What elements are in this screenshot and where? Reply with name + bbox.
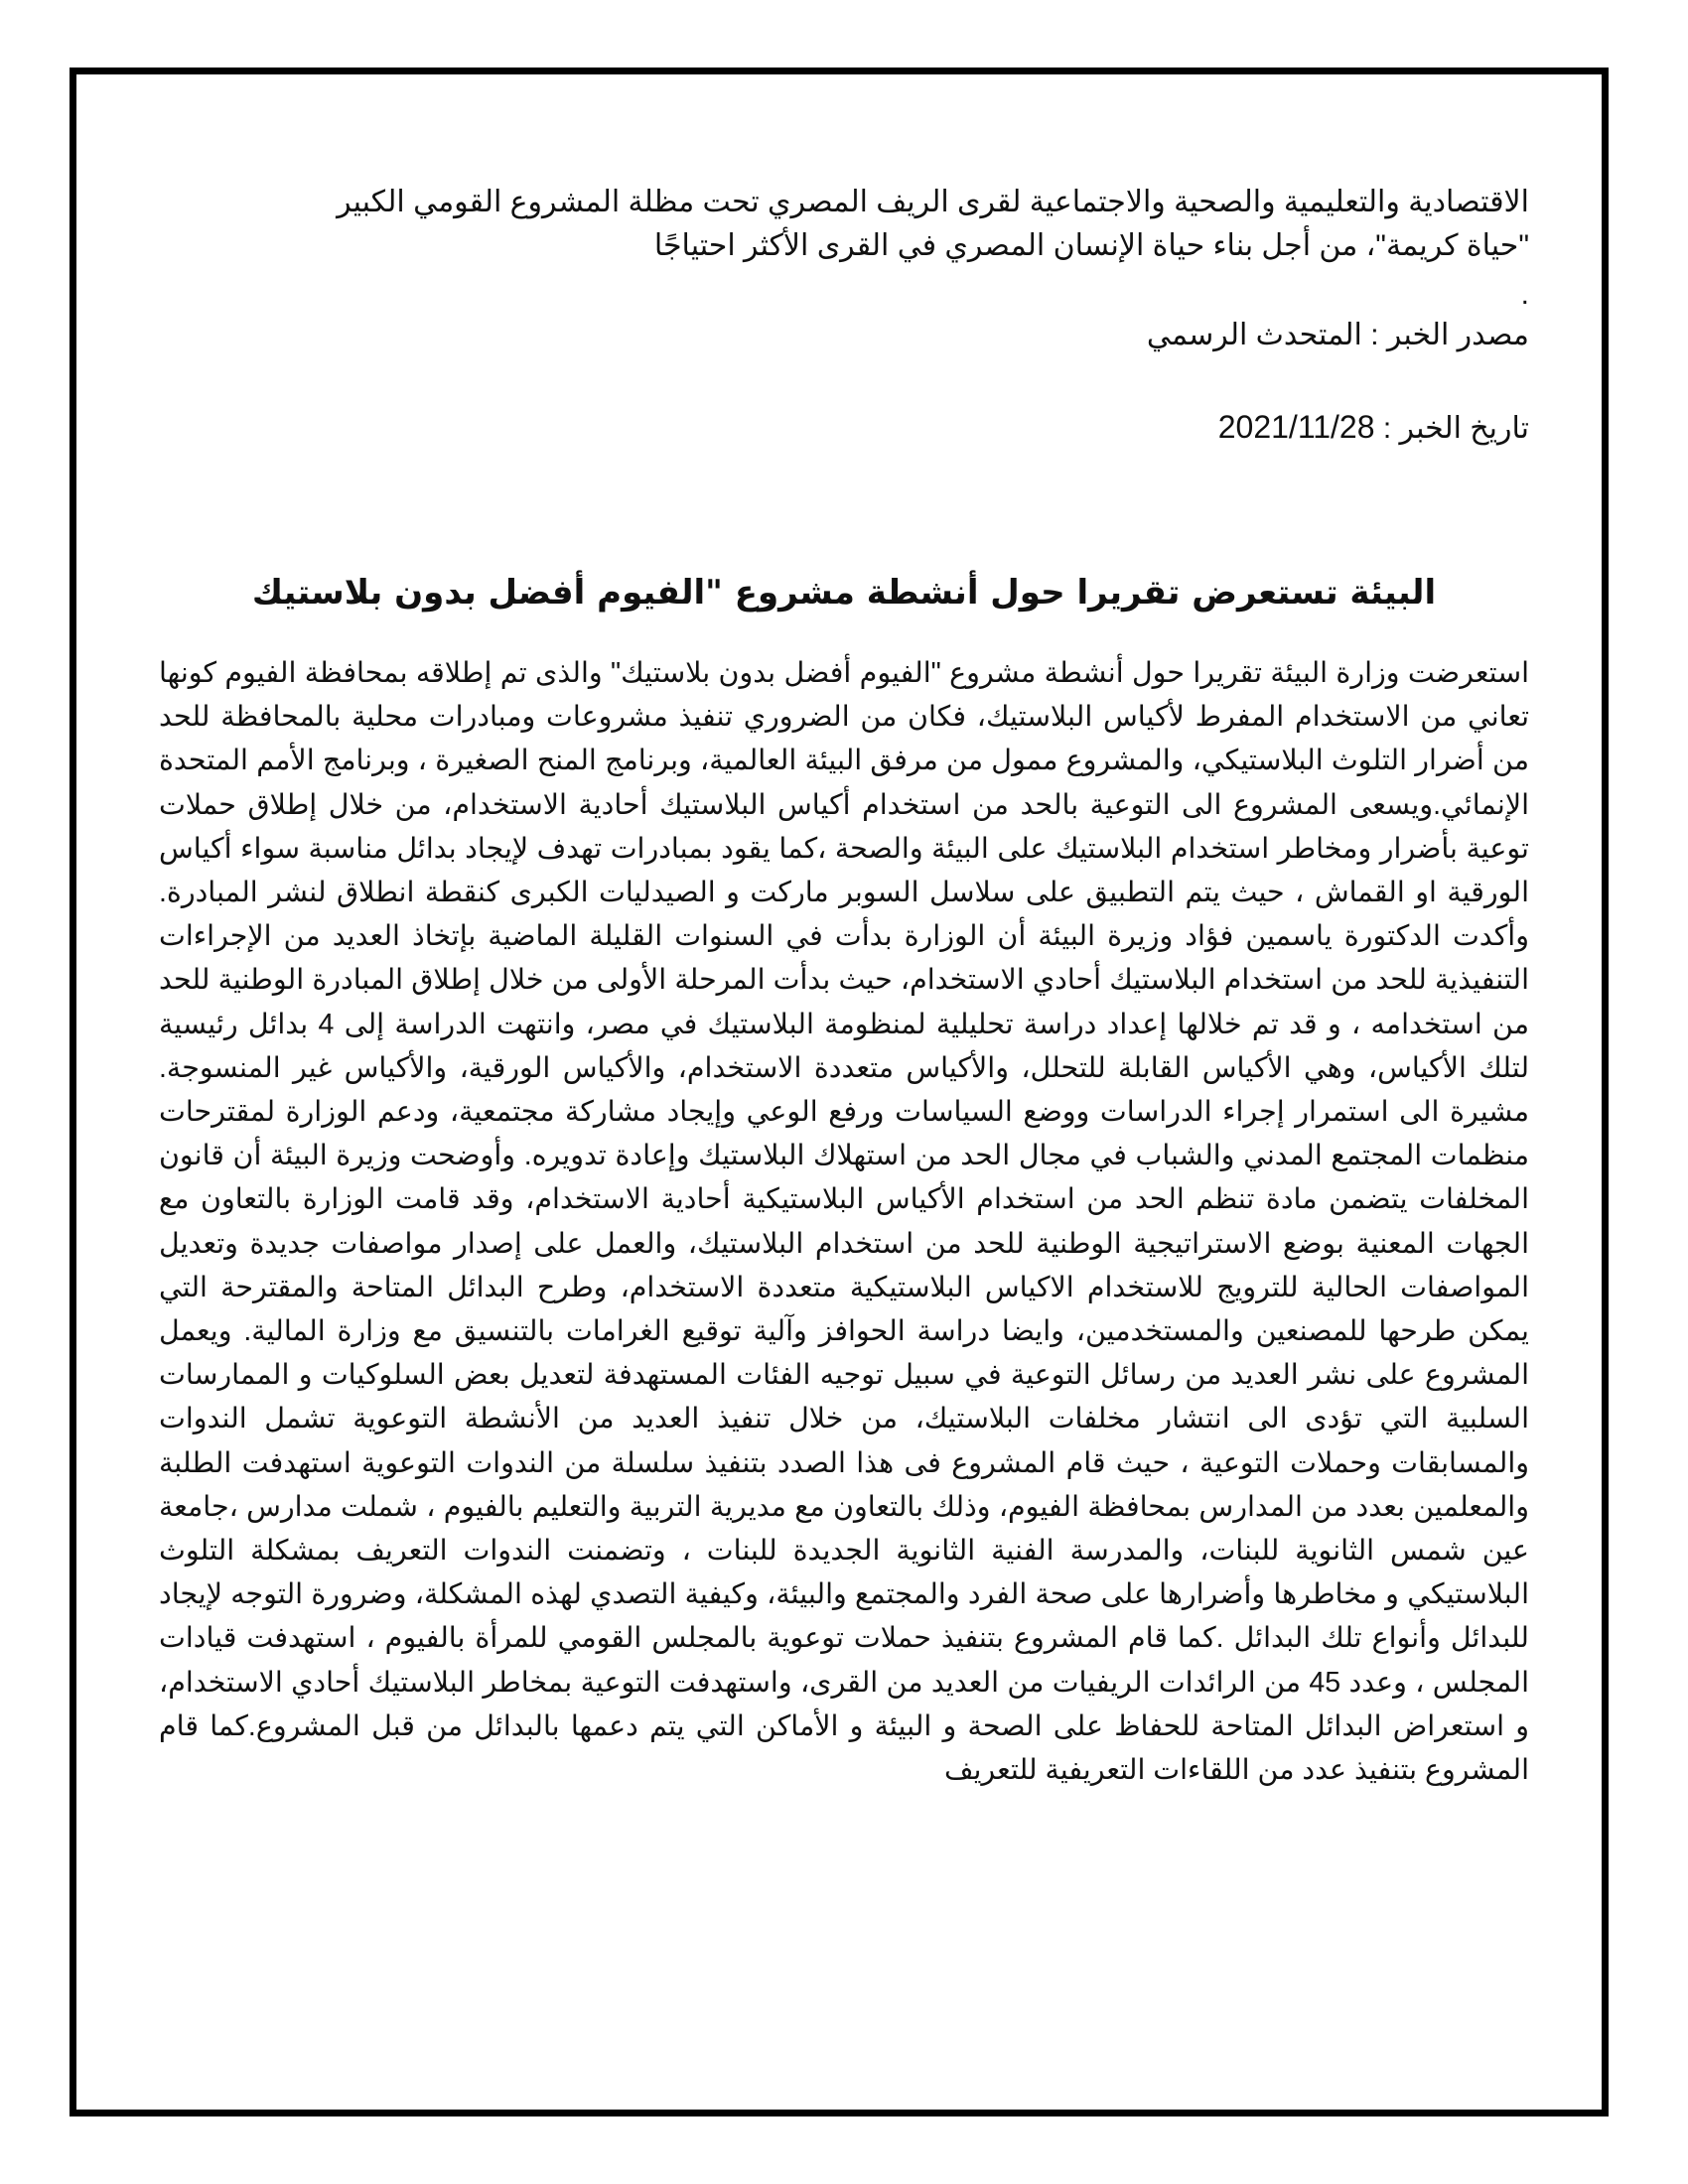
news-source-value: المتحدث الرسمي	[1146, 319, 1362, 351]
news-source	[159, 316, 1529, 355]
intro-line-1: الاقتصادية والتعليمية والصحية والاجتماعية لقرى الريف المصري تحت مظلة المشروع القومي الكبير	[337, 186, 1529, 218]
article-title: البيئة تستعرض تقريرا حول أنشطة مشروع "الفيوم أفضل بدون بلاستيك	[251, 573, 1437, 613]
news-source-label: مصدر الخبر :	[1361, 319, 1529, 351]
intro-line-2: "حياة كريمة"، من أجل بناء حياة الإنسان المصري في القرى الأكثر احتياجًا	[653, 229, 1529, 262]
document-content	[159, 181, 1529, 1792]
intro-dot: .	[1520, 278, 1529, 311]
news-date	[159, 407, 1529, 449]
article-body: استعرضت وزارة البيئة تقريرا حول أنشطة مشروع "الفيوم أفضل بدون بلاستيك" والذى تم إطلاقه بمحافظة الفيوم كونها تعاني من الاستخدام المفرط لأكياس البلاستيك، فكان من الضروري تنفيذ مشروعات ومبادرات محلية بالمحافظة للحد من أضرار التلوث البلاستيكي، والمشروع ممول من مرفق البيئة العالمية، وبرنامج المنح الصغيرة ، وبرنامج الأمم المتحدة الإنمائي.ويسعى المشروع الى التوعية بالحد من استخدام أكياس البلاستيك أحادية الاستخدام، من خلال إطلاق حملات توعية بأضرار ومخاطر استخدام البلاستيك على البيئة والصحة ،كما يقود بمبادرات تهدف لإيجاد بدائل مناسبة سواء أكياس الورقية او القماش ، حيث يتم التطبيق على سلاسل السوبر ماركت و الصيدليات الكبرى كنقطة انطلاق لنشر المبادرة. وأكدت الدكتورة ياسمين فؤاد وزيرة البيئة أن الوزارة بدأت في السنوات القليلة الماضية بإتخاذ العديد من الإجراءات التنفيذية للحد من استخدام البلاستيك أحادي الاستخدام، حيث بدأت المرحلة الأولى من خلال إطلاق المبادرة الوطنية للحد من استخدامه ، و قد تم خلالها إعداد دراسة تحليلية لمنظومة البلاستيك في مصر، وانتهت الدراسة إلى 4 بدائل رئيسية لتلك الأكياس، وهي الأكياس القابلة للتحلل، والأكياس متعددة الاستخدام، والأكياس الورقية، والأكياس غير المنسوجة. مشيرة الى استمرار إجراء الدراسات ووضع السياسات ورفع الوعي وإيجاد مشاركة مجتمعية، ودعم الوزارة لمقترحات منظمات المجتمع المدني والشباب في مجال الحد من استهلاك البلاستيك وإعادة تدويره. وأوضحت وزيرة البيئة أن قانون المخلفات يتضمن مادة تنظم الحد من استخدام الأكياس البلاستيكية أحادية الاستخدام، وقد قامت الوزارة بالتعاون مع الجهات المعنية بوضع الاستراتيجية الوطنية للحد من استخدام البلاستيك، والعمل على إصدار مواصفات جديدة وتعديل المواصفات الحالية للترويج للاستخدام الاكياس البلاستيكية متعددة الاستخدام، وطرح البدائل المتاحة والمقترحة التي يمكن طرحها للمصنعين والمستخدمين، وايضا دراسة الحوافز وآلية توقيع الغرامات بالتنسيق مع وزارة المالية. ويعمل المشروع على نشر العديد من رسائل التوعية في سبيل توجيه الفئات المستهدفة لتعديل بعض السلوكيات و الممارسات السلبية التي تؤدى الى انتشار مخلفات البلاستيك، من خلال تنفيذ العديد من الأنشطة التوعوية تشمل الندوات والمسابقات وحملات التوعية ، حيث قام المشروع فى هذا الصدد بتنفيذ سلسلة من الندوات التوعوية استهدفت الطلبة والمعلمين بعدد من المدارس بمحافظة الفيوم، وذلك بالتعاون مع مديرية التربية والتعليم بالفيوم ، شملت مدارس ،جامعة عين شمس الثانوية للبنات، والمدرسة الفنية الثانوية الجديدة للبنات ، وتضمنت الندوات التعريف بمشكلة التلوث البلاستيكي و مخاطرها وأضرارها على صحة الفرد والمجتمع والبيئة، وكيفية التصدي لهذه المشكلة، وضرورة التوجه لإيجاد للبدائل وأنواع تلك البدائل .كما قام المشروع بتنفيذ حملات توعوية بالمجلس القومي للمرأة بالفيوم ، استهدفت قيادات المجلس ، وعدد 45 من الرائدات الريفيات من العديد من القرى، واستهدفت التوعية بمخاطر البلاستيك أحادي الاستخدام، و استعراض البدائل المتاحة للحفاظ على الصحة و البيئة و الأماكن التي يتم دعمها بالبدائل من قبل المشروع.كما قام المشروع بتنفيذ عدد من اللقاءات التعريفية للتعريف	[159, 657, 1530, 1787]
news-date-label: تاريخ الخبر :	[1374, 412, 1529, 445]
news-date-value: 2021/11/28	[1217, 409, 1375, 445]
